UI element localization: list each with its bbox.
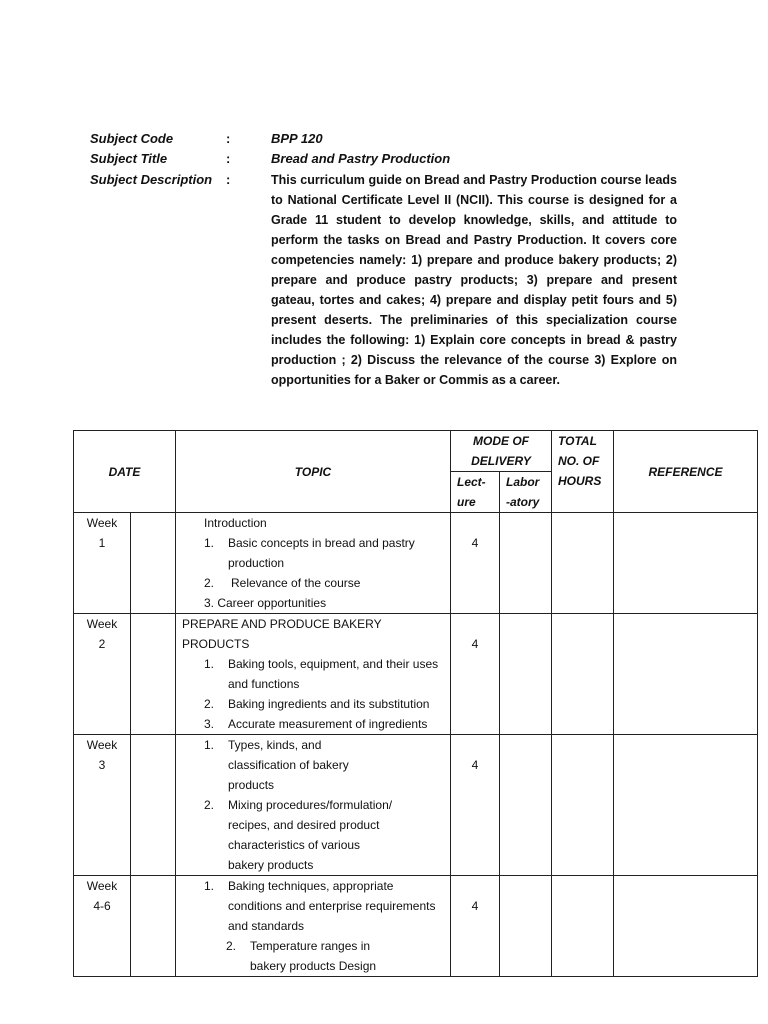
topic-cell xyxy=(176,614,451,735)
total-line2: NO. OF xyxy=(558,454,600,468)
mode-of-delivery-header xyxy=(451,431,552,472)
list-item xyxy=(182,735,446,795)
lecture-hours: 4 xyxy=(451,735,500,876)
item-number: 1. xyxy=(204,738,215,752)
item-text: Baking ingredients and its substitution xyxy=(228,697,430,711)
lecture-hours: 4 xyxy=(451,614,500,735)
week-number: 1 xyxy=(98,536,106,550)
item-text: Mixing procedures/formulation/ recipes, and desired product characteristics of various bakery products xyxy=(228,798,393,872)
list-item xyxy=(182,533,446,573)
laboratory-hours xyxy=(500,614,552,735)
reference-header: REFERENCE xyxy=(614,431,758,513)
item-text: Temperature ranges in bakery products Design xyxy=(250,939,377,973)
item-text: Baking techniques, appropriate conditions and enterprise requirements and standards xyxy=(228,879,436,933)
total-hours xyxy=(552,513,614,614)
mode-line2: DELIVERY xyxy=(471,454,531,468)
total-line3: HOURS xyxy=(558,474,602,488)
week-label: Week xyxy=(86,516,118,530)
lecture-hours: 4 xyxy=(451,876,500,977)
total-line1: TOTAL xyxy=(558,434,597,448)
empty-cell xyxy=(131,876,176,977)
item-number: 2. xyxy=(204,798,215,812)
list-item xyxy=(182,876,446,936)
lecture-line2: ure xyxy=(457,495,476,509)
topic-list xyxy=(182,876,446,976)
reference-cell xyxy=(614,735,758,876)
reference-cell xyxy=(614,513,758,614)
table-row xyxy=(74,876,758,977)
topic-list xyxy=(182,735,446,875)
laboratory-hours xyxy=(500,735,552,876)
colon: : xyxy=(226,131,231,146)
item-number: 2. xyxy=(204,697,215,711)
subject-description-label: Subject Description xyxy=(90,172,213,187)
lab-line1: Labor xyxy=(506,475,540,489)
colon: : xyxy=(226,151,231,166)
mode-line1: MODE OF xyxy=(473,434,529,448)
item-number: 1. xyxy=(204,879,215,893)
topic-cell xyxy=(176,513,451,614)
lecture-header xyxy=(451,472,500,513)
week-number: 3 xyxy=(98,758,106,772)
list-item xyxy=(182,694,446,714)
total-hours xyxy=(552,735,614,876)
list-item xyxy=(182,654,446,694)
date-header: DATE xyxy=(74,431,176,513)
week-label: Week xyxy=(86,617,118,631)
subject-title-value: Bread and Pastry Production xyxy=(271,151,451,166)
item-text: Relevance of the course xyxy=(231,576,361,590)
table-row xyxy=(74,614,758,735)
item-number: 2. xyxy=(226,939,237,953)
item-number: 2. xyxy=(204,576,215,590)
list-item xyxy=(182,573,446,593)
week-cell xyxy=(74,513,131,614)
topic-cell xyxy=(176,735,451,876)
table-row xyxy=(74,735,758,876)
week-label: Week xyxy=(86,738,118,752)
lab-line2: -atory xyxy=(506,495,540,509)
empty-cell xyxy=(131,513,176,614)
item-text: Baking tools, equipment, and their uses and functions xyxy=(228,657,439,691)
laboratory-hours xyxy=(500,513,552,614)
reference-cell xyxy=(614,614,758,735)
topic-heading: Introduction xyxy=(204,516,267,530)
subject-code-label: Subject Code xyxy=(90,131,174,146)
laboratory-header xyxy=(500,472,552,513)
item-number: 1. xyxy=(204,536,215,550)
list-item xyxy=(182,936,446,976)
item-text: Basic concepts in bread and pastry production xyxy=(228,536,415,570)
week-number: 4-6 xyxy=(93,899,111,913)
topic-heading: PREPARE AND PRODUCE BAKERY PRODUCTS xyxy=(182,617,382,651)
item-text: Types, kinds, and classification of bakery products xyxy=(228,738,349,792)
week-cell xyxy=(74,735,131,876)
colon: : xyxy=(226,172,231,187)
lecture-line1: Lect- xyxy=(457,475,486,489)
item-text: Accurate measurement of ingredients xyxy=(228,717,428,731)
week-cell xyxy=(74,614,131,735)
week-cell xyxy=(74,876,131,977)
topic-cell xyxy=(176,876,451,977)
total-hours xyxy=(552,614,614,735)
topic-list xyxy=(182,654,446,734)
week-label: Week xyxy=(86,879,118,893)
total-hours-header xyxy=(552,431,614,513)
reference-cell xyxy=(614,876,758,977)
item-number: 1. xyxy=(204,657,215,671)
topic-list xyxy=(182,533,446,593)
empty-cell xyxy=(131,614,176,735)
course-plan-table xyxy=(73,430,758,977)
table-row xyxy=(74,513,758,614)
list-item xyxy=(182,714,446,734)
subject-code-value: BPP 120 xyxy=(271,131,323,146)
subject-title-label: Subject Title xyxy=(90,151,168,166)
subject-description: This curriculum guide on Bread and Pastry Production course leads to National Certificate Level II (NCII). This course is designed for a Grade 11 student to develop knowledge, skills, and attitude to perform the tasks on Bread and Pastry Production. It covers core competencies namely: 1) prepare and produce bakery products; 2) prepare and produce pastry products; 3) prepare and present gateau, tortes and cakes; 4) prepare and display petit fours and 5) present deserts. The preliminaries of this specialization course includes the following: 1) Explain core concepts in bread & pastry production ; 2) Discuss the relevance of the course 3) Explore on opportunities for a Baker or Commis as a career. xyxy=(271,173,677,387)
item-number: 3. xyxy=(204,717,215,731)
lecture-hours: 4 xyxy=(451,513,500,614)
topic-header: TOPIC xyxy=(176,431,451,513)
empty-cell xyxy=(131,735,176,876)
total-hours xyxy=(552,876,614,977)
topic-plain-line: 3. Career opportunities xyxy=(204,596,327,610)
list-item xyxy=(182,795,446,875)
week-number: 2 xyxy=(98,637,106,651)
laboratory-hours xyxy=(500,876,552,977)
